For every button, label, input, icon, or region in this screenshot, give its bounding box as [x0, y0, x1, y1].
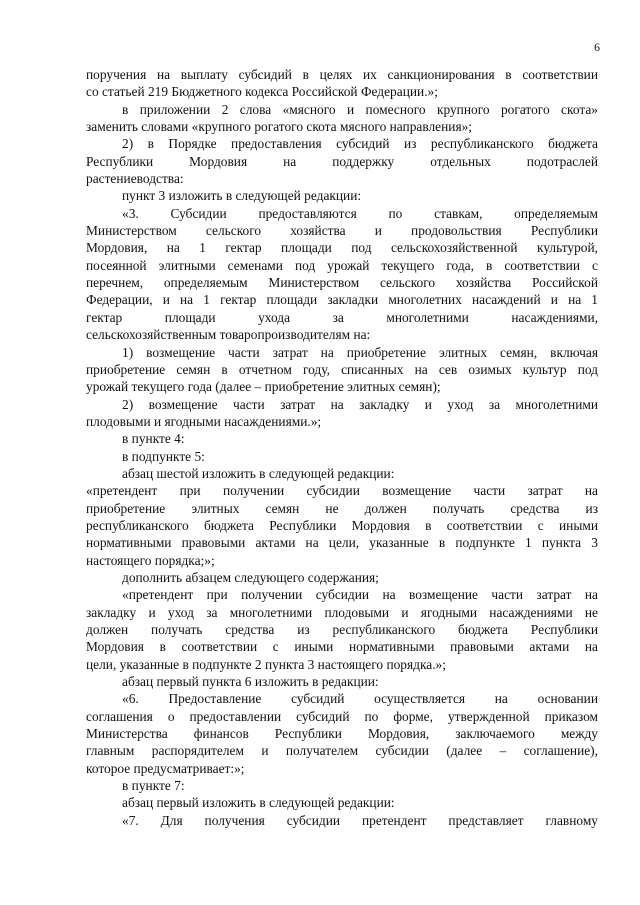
text-line: закладку и уход за многолетними плодовыми и ягодными насаждениями не: [86, 604, 598, 620]
text-line: 2) в Порядке предоставления субсидий из республиканского бюджета: [122, 136, 598, 152]
text-line: в пункте 7:: [122, 778, 185, 794]
text-line: «7. Для получения субсидии претендент представляет главному: [122, 812, 598, 828]
text-line: должен получать средства из республиканского бюджета Республики: [86, 622, 598, 637]
text-line: которое предусматривает:»;: [86, 760, 245, 776]
text-line: Министерством сельского хозяйства и продовольствия Республики: [86, 223, 598, 239]
text-line: плодовыми и ягодными насаждениями.»;: [86, 413, 322, 429]
text-line: главным распорядителем и получателем субсидии (далее – соглашение),: [86, 743, 598, 759]
text-line: урожай текущего года (далее – приобретение элитных семян);: [86, 379, 441, 395]
text-line: дополнить абзацем следующего содержания;: [122, 569, 379, 585]
text-line: гектар площади ухода за многолетними насаждениями,: [86, 309, 598, 325]
text-line: цели, указанные в подпункте 2 пункта 3 настоящего порядка.»;: [86, 656, 446, 672]
text-line: «3. Субсидии предоставляются по ставкам, определяемым: [122, 205, 598, 221]
text-line: посеянной элитными семенами под урожай текущего года, в соответствии с: [86, 257, 598, 273]
text-line: нормативными правовыми актами на цели, указанные в подпункте 1 пункта 3: [86, 535, 598, 551]
text-line: сельскохозяйственным товаропроизводителям на:: [86, 327, 371, 343]
text-line: Республики Мордовия на поддержку отдельных подотраслей: [86, 153, 598, 169]
text-line: пункт 3 изложить в следующей редакции:: [122, 188, 362, 204]
text-line: заменить словами «крупного рогатого скота мясного направления»;: [86, 119, 473, 135]
text-line: 1) возмещение части затрат на приобретение элитных семян, включая: [122, 344, 598, 360]
text-line: Мордовия в соответствии с иными нормативными правовыми актами на: [86, 639, 598, 655]
text-line: перечнем, определяемым Министерством сельского хозяйства Российской: [86, 275, 598, 291]
text-line: «претендент при получении субсидии возмещение части затрат на: [86, 483, 598, 499]
text-line: поручения на выплату субсидий в целях их санкционирования в соответствии: [86, 67, 598, 82]
text-line: соглашения о предоставлении субсидий по форме, утвержденной приказом: [86, 708, 598, 724]
text-line: Федерации, и на 1 гектар площади закладки многолетних насаждений и на 1: [86, 292, 598, 308]
text-line: 2) возмещение части затрат на закладку и уход за многолетними: [122, 396, 598, 412]
text-line: абзац первый изложить в следующей редакции:: [122, 795, 395, 811]
text-line: абзац шестой изложить в следующей редакции:: [122, 465, 395, 481]
text-line: Министерства финансов Республики Мордовия, заключаемого между: [86, 726, 598, 742]
text-line: приобретение семян в отчетном году, списанных на сев озимых культур под: [86, 361, 598, 377]
text-line: «претендент при получении субсидии на возмещение части затрат на: [122, 587, 598, 603]
text-line: абзац первый пункта 6 изложить в редакции:: [122, 674, 379, 690]
text-line: в пункте 4:: [122, 431, 185, 447]
text-line: в подпункте 5:: [122, 448, 205, 464]
page-number: 6: [594, 40, 600, 54]
text-line: со статьей 219 Бюджетного кодекса Российской Федерации.»;: [86, 84, 438, 100]
document-body: [86, 66, 598, 829]
text-line: настоящего порядка;»;: [86, 552, 215, 568]
text-line: в приложении 2 слова «мясного и помесного крупного рогатого скота»: [122, 101, 598, 117]
text-line: Мордовия, на 1 гектар площади под сельскохозяйственной культурой,: [86, 240, 598, 256]
text-line: растениеводства:: [86, 171, 184, 187]
text-line: республиканского бюджета Республики Мордовия в соответствии с иными: [86, 517, 598, 533]
text-line: приобретение элитных семян не должен получать средства из: [86, 500, 598, 516]
text-line: «6. Предоставление субсидий осуществляется на основании: [122, 691, 598, 707]
